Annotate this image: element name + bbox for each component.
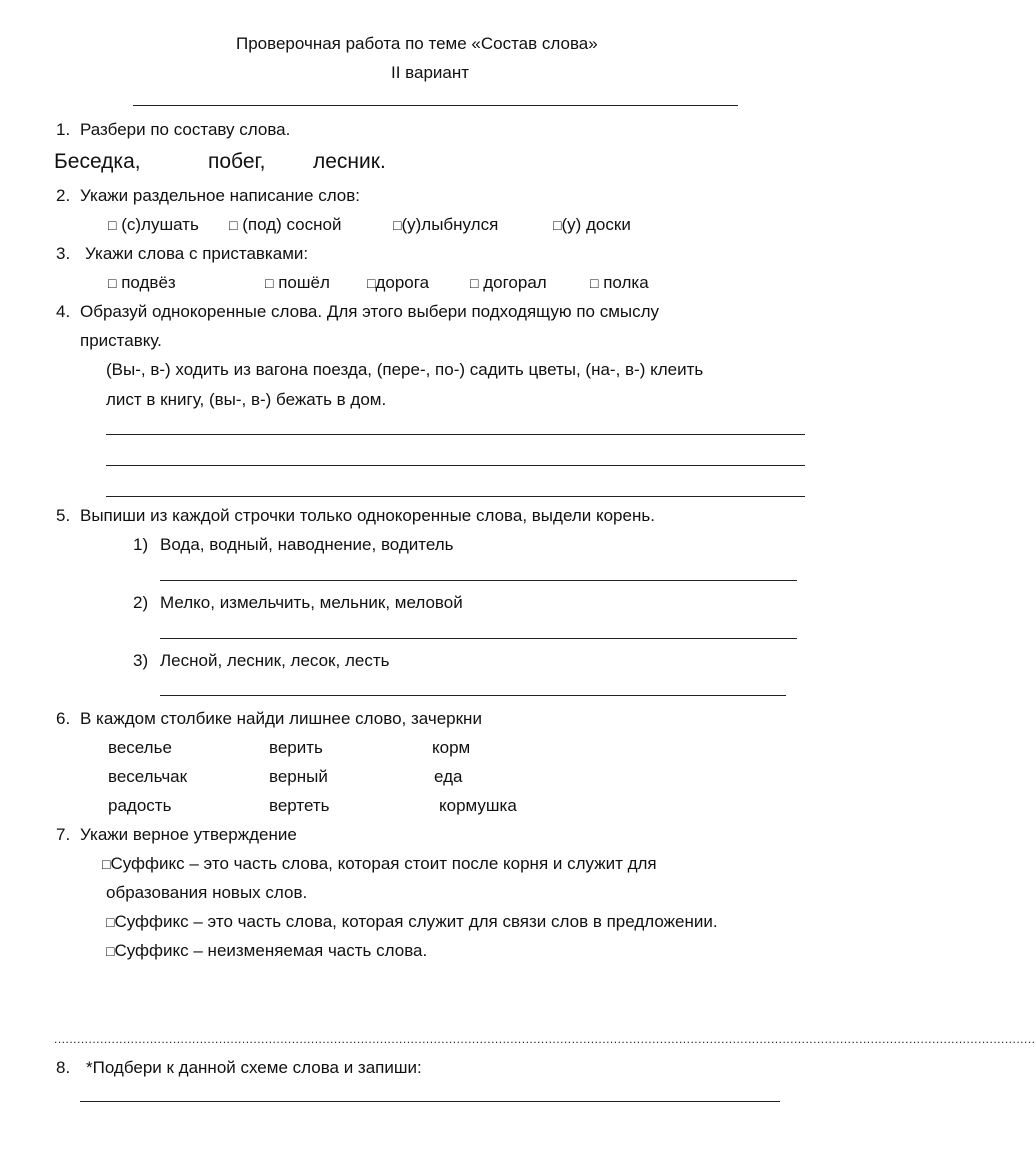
q2-option-3[interactable]	[393, 215, 498, 235]
q2-option-label: (под) сосной	[242, 215, 342, 234]
q1-number: 1.	[56, 120, 71, 139]
checkbox-icon[interactable]: □	[108, 275, 117, 291]
q7-option-1-continued: образования новых слов.	[106, 883, 308, 902]
q6-col3-word[interactable]: кормушка	[439, 796, 517, 815]
q3-option-4[interactable]	[470, 273, 547, 293]
q3-option-5[interactable]	[590, 273, 649, 293]
q4-task-line-1: (Вы-, в-) ходить из вагона поезда, (пере-, по-) садить цветы, (на-, в-) клеить	[106, 360, 704, 379]
answer-line[interactable]	[80, 1101, 780, 1102]
q6-col1-word[interactable]: радость	[108, 796, 172, 815]
q4-text-line-2: приставку.	[80, 331, 162, 350]
checkbox-icon[interactable]: □	[108, 217, 117, 233]
checkbox-icon[interactable]: □	[229, 217, 238, 233]
checkbox-icon[interactable]: □	[106, 943, 115, 959]
answer-line[interactable]	[106, 496, 805, 497]
q3-option-2[interactable]	[265, 273, 330, 293]
q2-text: Укажи раздельное написание слов:	[80, 186, 361, 205]
checkbox-icon[interactable]: □	[102, 856, 111, 872]
q2-option-label: (у) доски	[561, 215, 631, 234]
variant-label: II вариант	[391, 63, 470, 82]
q5-item-1-number: 1)	[133, 535, 149, 554]
q3-option-label: полка	[603, 273, 649, 292]
answer-line[interactable]	[160, 638, 797, 639]
q5-item-3-number: 3)	[133, 651, 149, 670]
checkbox-icon[interactable]: □	[590, 275, 599, 291]
q1-word-1: Беседка,	[54, 150, 141, 173]
checkbox-icon[interactable]: □	[393, 217, 402, 233]
answer-line[interactable]	[106, 465, 805, 466]
q6-col1-word[interactable]: веселье	[108, 738, 172, 757]
q1-text: Разбери по составу слова.	[80, 120, 291, 139]
q3-option-1[interactable]	[108, 273, 176, 293]
q7-option-2[interactable]	[106, 912, 718, 932]
q4-task-line-2: лист в книгу, (вы-, в-) бежать в дом.	[106, 390, 387, 409]
header-divider	[133, 105, 738, 106]
q7-option-3[interactable]	[106, 941, 427, 961]
q6-col2-word[interactable]: верный	[269, 767, 328, 786]
q8-text: *Подбери к данной схеме слова и запиши:	[86, 1058, 422, 1077]
q3-option-label: дорога	[375, 273, 430, 292]
q4-number: 4.	[56, 302, 71, 321]
q3-text: Укажи слова с приставками:	[85, 244, 309, 263]
q5-text: Выпиши из каждой строчки только однокоренные слова, выдели корень.	[80, 506, 655, 525]
q6-col3-word[interactable]: еда	[434, 767, 463, 786]
q5-item-2-number: 2)	[133, 593, 149, 612]
q7-option-label: Суффикс – неизменяемая часть слова.	[114, 941, 428, 960]
q7-option-label: Суффикс – это часть слова, которая стоит после корня и служит для	[110, 854, 657, 873]
checkbox-icon[interactable]: □	[367, 275, 376, 291]
q2-option-label: (с)лушать	[121, 215, 199, 234]
q3-option-label: подвёз	[121, 273, 176, 292]
q7-option-1[interactable]	[102, 854, 657, 874]
q7-number: 7.	[56, 825, 71, 844]
q3-number: 3.	[56, 244, 71, 263]
q6-number: 6.	[56, 709, 71, 728]
q3-option-label: пошёл	[278, 273, 330, 292]
q5-item-3-text: Лесной, лесник, лесок, лесть	[160, 651, 390, 670]
q1-word-3: лесник.	[313, 150, 386, 173]
q5-item-2-text: Мелко, измельчить, мельник, меловой	[160, 593, 463, 612]
q2-option-label: (у)лыбнулся	[401, 215, 499, 234]
q4-text-line-1: Образуй однокоренные слова. Для этого выбери подходящую по смыслу	[80, 302, 660, 321]
q6-col2-word[interactable]: вертеть	[269, 796, 330, 815]
q2-option-2[interactable]	[229, 215, 341, 235]
q3-option-label: догорал	[483, 273, 547, 292]
q6-col1-word[interactable]: весельчак	[108, 767, 188, 786]
checkbox-icon[interactable]: □	[553, 217, 562, 233]
q7-text: Укажи верное утверждение	[80, 825, 297, 844]
q3-option-3[interactable]	[367, 273, 429, 293]
q5-item-1-text: Вода, водный, наводнение, водитель	[160, 535, 454, 554]
answer-line[interactable]	[106, 434, 805, 435]
q7-option-label: Суффикс – это часть слова, которая служит для связи слов в предложении.	[114, 912, 718, 931]
q8-number: 8.	[56, 1058, 71, 1077]
checkbox-icon[interactable]: □	[470, 275, 479, 291]
q1-word-2: побег,	[208, 150, 266, 173]
checkbox-icon[interactable]: □	[265, 275, 274, 291]
q6-text: В каждом столбике найди лишнее слово, зачеркни	[80, 709, 482, 728]
q5-number: 5.	[56, 506, 71, 525]
q6-col2-word[interactable]: верить	[269, 738, 323, 757]
q2-option-1[interactable]	[108, 215, 199, 235]
q2-number: 2.	[56, 186, 71, 205]
answer-line[interactable]	[160, 695, 786, 696]
q6-col3-word[interactable]: корм	[432, 738, 471, 757]
checkbox-icon[interactable]: □	[106, 914, 115, 930]
page-title: Проверочная работа по теме «Состав слова»	[236, 34, 598, 53]
dotted-separator: ................................................................................................................................................................................................................................................................	[54, 1032, 1036, 1046]
q2-option-4[interactable]	[553, 215, 631, 235]
answer-line[interactable]	[160, 580, 797, 581]
